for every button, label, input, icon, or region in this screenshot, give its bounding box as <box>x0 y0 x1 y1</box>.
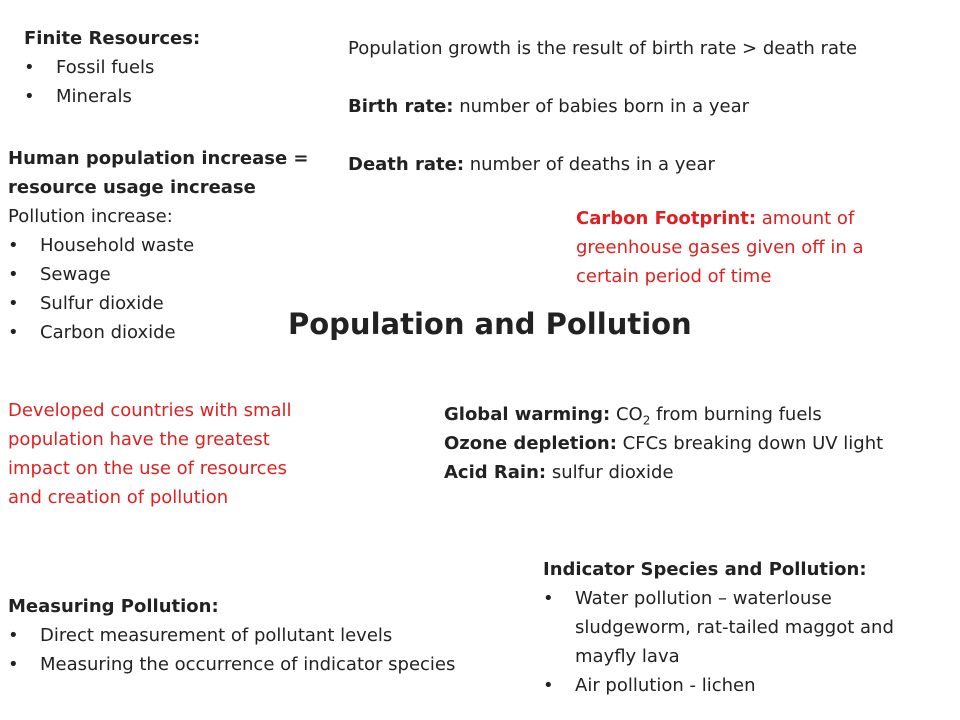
carbon-footprint-line1 <box>576 204 864 233</box>
pollution-increase-list <box>8 231 309 347</box>
human-population-heading-line1: Human population increase = <box>8 148 309 169</box>
birth-rate-text: number of babies born in a year <box>453 96 750 117</box>
global-warming-label: Global warming: <box>444 404 611 425</box>
carbon-footprint-line2: greenhouse gases given off in a <box>576 237 864 258</box>
pollution-increase-label: Pollution increase: <box>8 206 173 227</box>
population-growth-block <box>348 34 857 179</box>
list-item: • Carbon dioxide <box>8 318 309 347</box>
developed-countries-line: Developed countries with small <box>8 400 292 421</box>
global-warming-subscript: 2 <box>642 413 651 428</box>
finite-resources-block <box>24 24 200 111</box>
death-rate-line <box>348 150 857 179</box>
measuring-pollution-heading: Measuring Pollution: <box>8 596 219 617</box>
list-item: • Sulfur dioxide <box>8 289 309 318</box>
indicator-species-list <box>543 584 894 700</box>
list-item: • Sewage <box>8 260 309 289</box>
acid-rain-line <box>444 458 883 487</box>
water-pollution-line3: mayfly lava <box>575 646 680 667</box>
population-growth-statement: Population growth is the result of birth rate > death rate <box>348 38 858 59</box>
developed-countries-line: population have the greatest <box>8 429 270 450</box>
water-pollution-line1: • Water pollution – waterlouse <box>575 588 832 609</box>
carbon-footprint-block <box>576 204 864 291</box>
measuring-pollution-list <box>8 621 455 679</box>
ozone-depletion-line <box>444 429 883 458</box>
carbon-footprint-line3: certain period of time <box>576 266 772 287</box>
finite-resources-list <box>24 53 200 111</box>
human-population-heading-line2: resource usage increase <box>8 177 256 198</box>
carbon-footprint-text1: amount of <box>756 208 855 229</box>
developed-countries-line: and creation of pollution <box>8 487 229 508</box>
page-title: Population and Pollution <box>288 307 692 341</box>
birth-rate-line <box>348 92 857 121</box>
developed-countries-block <box>8 396 292 512</box>
finite-resources-heading: Finite Resources: <box>24 28 201 49</box>
pollution-effects-block <box>444 400 883 487</box>
indicator-species-block <box>543 555 894 700</box>
global-warming-text: from burning fuels <box>650 404 822 425</box>
list-item: • Fossil fuels <box>24 53 200 82</box>
death-rate-text: number of deaths in a year <box>464 154 715 175</box>
death-rate-label: Death rate: <box>348 154 465 175</box>
list-item: • Air pollution - lichen <box>543 671 894 700</box>
human-population-block <box>8 144 309 347</box>
birth-rate-label: Birth rate: <box>348 96 454 117</box>
measuring-pollution-block <box>8 592 455 679</box>
acid-rain-text: sulfur dioxide <box>546 462 674 483</box>
ozone-depletion-label: Ozone depletion: <box>444 433 617 454</box>
list-item <box>543 584 894 671</box>
global-warming-co: CO <box>610 404 643 425</box>
water-pollution-line2: sludgeworm, rat-tailed maggot and <box>575 617 894 638</box>
list-item: • Household waste <box>8 231 309 260</box>
list-item: • Minerals <box>24 82 200 111</box>
carbon-footprint-label: Carbon Footprint: <box>576 208 757 229</box>
list-item: • Measuring the occurrence of indicator species <box>8 650 455 679</box>
acid-rain-label: Acid Rain: <box>444 462 547 483</box>
indicator-species-heading: Indicator Species and Pollution: <box>543 559 867 580</box>
list-item: • Direct measurement of pollutant levels <box>8 621 455 650</box>
global-warming-line <box>444 400 883 429</box>
developed-countries-line: impact on the use of resources <box>8 458 287 479</box>
ozone-depletion-text: CFCs breaking down UV light <box>616 433 884 454</box>
